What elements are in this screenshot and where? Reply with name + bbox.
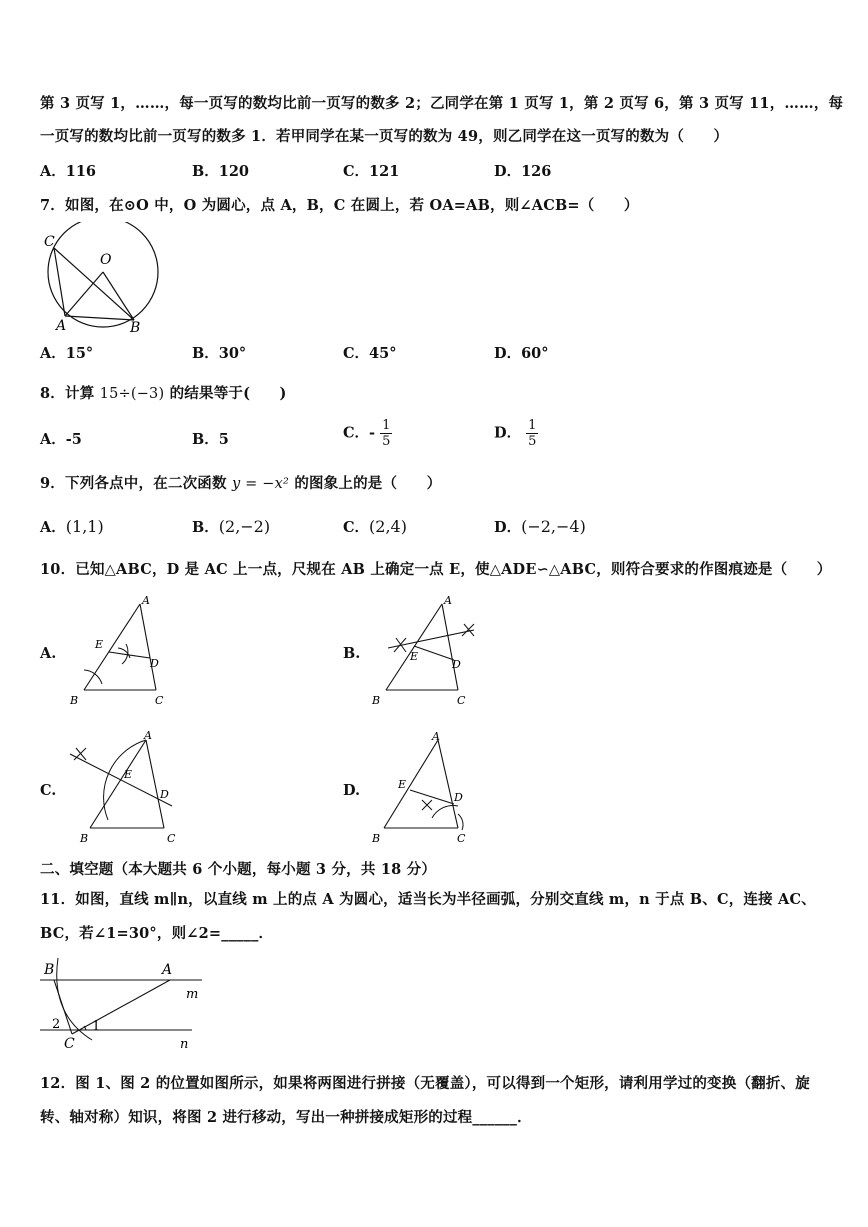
q9-option-a-label: A． — [40, 519, 66, 536]
q10-option-c: C. — [40, 782, 57, 799]
q8-option-c-fraction — [380, 418, 392, 449]
q12-line2: 转、轴对称）知识，将图 2 进行移动，写出一种拼接成矩形的过程______． — [40, 1109, 532, 1126]
q10-figure-a — [64, 592, 174, 710]
q8-option-c — [343, 418, 392, 449]
q8-option-d-numerator: 1 — [528, 418, 537, 433]
q8-option-c-numerator: 1 — [382, 418, 391, 433]
q9-option-d-value: (−2,−4) — [521, 517, 586, 536]
q7-option-c: C．45° — [343, 345, 397, 362]
q8-option-c-label: C．- — [343, 424, 376, 442]
q10a-label-c: C — [155, 694, 164, 707]
q10a-label-e: E — [95, 638, 104, 651]
q10a-label-a: A — [142, 594, 150, 607]
q10b-label-a: A — [444, 594, 452, 607]
q10-option-d: D. — [343, 782, 361, 799]
q9-expression: y = −x² — [231, 476, 290, 492]
q10-option-a: A. — [40, 645, 57, 662]
q10d-label-b: B — [372, 832, 381, 845]
q10-figure-d — [366, 728, 484, 846]
q7-option-b: B．30° — [192, 345, 247, 362]
q9-option-b-value: (2,−2) — [218, 517, 271, 536]
q11-label-angle1: 1 — [92, 1019, 101, 1034]
q10b-label-b: B — [372, 694, 381, 707]
q9-option-b — [192, 516, 270, 537]
q9-option-c-value: (2,4) — [369, 517, 407, 536]
q7-label-o: O — [100, 252, 112, 268]
q9-option-c — [343, 516, 407, 537]
q11-label-angle2: 2 — [52, 1017, 61, 1032]
q7-label-a: A — [56, 318, 67, 334]
q7-circle-figure — [40, 222, 165, 334]
q11-label-a: A — [162, 962, 173, 978]
q7-label-c: C — [44, 234, 55, 250]
q11-label-m: m — [186, 987, 199, 1002]
q10d-label-e: E — [398, 778, 407, 791]
q9-prefix: 9．下列各点中，在二次函数 — [40, 475, 227, 492]
q10-figure-c — [64, 728, 182, 846]
q10b-label-c: C — [457, 694, 466, 707]
q7-option-d: D．60° — [494, 345, 549, 362]
q9-suffix: 的图象上的是（ ） — [294, 475, 442, 492]
q9-option-b-label: B． — [192, 519, 219, 536]
q9-option-a-value: (1,1) — [65, 517, 104, 536]
q12-line1: 12．图 1、图 2 的位置如图所示，如果将两图进行拼接（无覆盖），可以得到一个矩形，请利用学过的变换（翻折、旋 — [40, 1075, 810, 1092]
q8-option-b: B．5 — [192, 431, 229, 448]
q10c-label-c: C — [167, 832, 176, 845]
q8-option-d-label: D． — [494, 424, 522, 442]
section-title: 二、填空题（本大题共 6 个小题，每小题 3 分，共 18 分） — [40, 861, 437, 878]
q6-option-b: B．120 — [192, 163, 250, 180]
q9-option-c-label: C． — [343, 519, 370, 536]
q6-option-d: D．126 — [494, 163, 552, 180]
q10d-label-a: A — [432, 730, 440, 743]
q10d-label-d: D — [454, 791, 463, 804]
q8-option-d-fraction — [526, 418, 538, 449]
q11-line2: BC，若∠1=30°，则∠2=_____． — [40, 925, 274, 942]
q10c-label-d: D — [160, 788, 169, 801]
q11-line1: 11．如图，直线 m∥n，以直线 m 上的点 A 为圆心，适当长为半径画弧，分别交直线 m，n 于点 B、C，连接 AC、 — [40, 891, 816, 908]
q10d-label-c: C — [457, 832, 466, 845]
q10b-label-d: D — [452, 658, 461, 671]
q6-line2: 一页写的数均比前一页写的数多 1．若甲同学在某一页写的数为 49，则乙同学在这一页写的数为（ ） — [40, 128, 729, 145]
q11-figure — [40, 954, 210, 1050]
q8-stem — [40, 382, 287, 403]
q8-option-c-denominator: 5 — [382, 434, 391, 449]
q10a-label-b: B — [70, 694, 79, 707]
q8-option-d-denominator: 5 — [528, 434, 537, 449]
q10-figure-b — [366, 592, 484, 710]
q11-label-n: n — [180, 1037, 189, 1050]
q11-label-b: B — [44, 962, 55, 978]
q7-label-b: B — [130, 320, 141, 334]
q6-option-c: C．121 — [343, 163, 400, 180]
q10c-label-a: A — [144, 729, 152, 742]
q10-option-b: B. — [343, 645, 361, 662]
q8-option-a: A．-5 — [40, 431, 82, 448]
q9-option-a — [40, 516, 104, 537]
q10a-label-d: D — [150, 657, 159, 670]
q6-option-a: A．116 — [40, 163, 97, 180]
q9-stem — [40, 472, 441, 493]
q9-option-d — [494, 516, 586, 537]
q10c-label-e: E — [124, 768, 133, 781]
q6-line1: 第 3 页写 1，……，每一页写的数均比前一页写的数多 2；乙同学在第 1 页写 1，第 2 页写 6，第 3 页写 11，……，每 — [40, 95, 844, 112]
q8-suffix: 的结果等于( ) — [169, 385, 287, 402]
q10c-label-b: B — [80, 832, 89, 845]
q7-stem: 7．如图，在⊙O 中，O 为圆心，点 A，B，C 在圆上，若 OA=AB，则∠ACB=（ ） — [40, 197, 639, 214]
q8-option-d — [494, 418, 538, 449]
q11-label-c: C — [64, 1036, 75, 1050]
q10-stem: 10．已知△ABC，D 是 AC 上一点，尺规在 AB 上确定一点 E，使△ADE∽△ABC，则符合要求的作图痕迹是（ ） — [40, 561, 832, 578]
q7-option-a: A．15° — [40, 345, 94, 362]
q8-prefix: 8．计算 — [40, 385, 95, 402]
q8-expression: 15÷(−3) — [99, 386, 165, 402]
q10b-label-e: E — [410, 650, 419, 663]
q9-option-d-label: D． — [494, 519, 522, 536]
